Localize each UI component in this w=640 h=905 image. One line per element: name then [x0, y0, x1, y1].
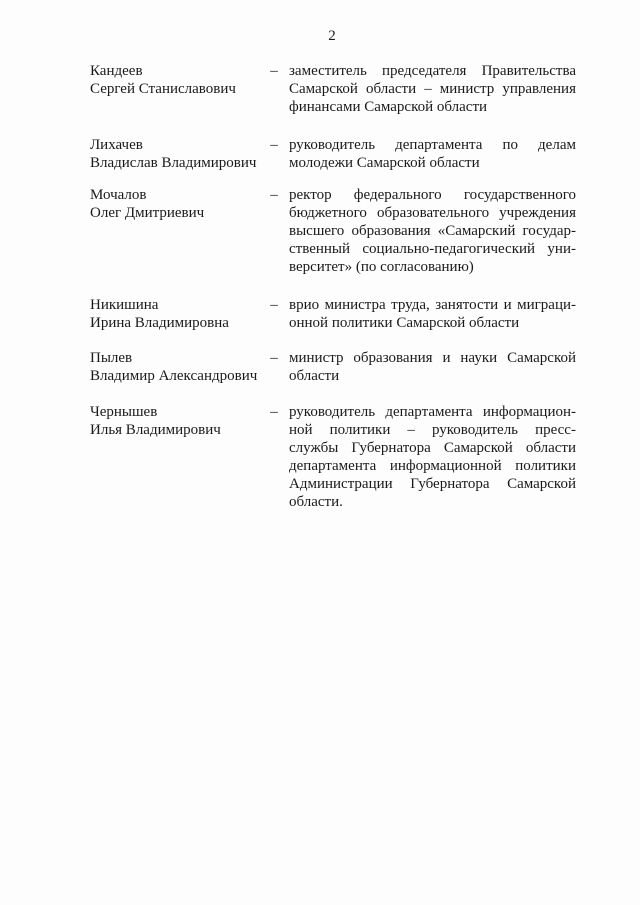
position-line: онной политики Самарской области: [289, 315, 520, 331]
position-line: высшего образования «Самарский государ-: [289, 223, 576, 239]
position-line: области: [289, 368, 340, 384]
position-line: ректор федерального государственного: [289, 187, 576, 203]
position-line: верситет» (по согласованию): [289, 259, 474, 275]
person-surname: Никишина: [90, 297, 159, 313]
person-position: [289, 349, 576, 385]
position-line: службы Губернатора Самарской области: [289, 440, 576, 456]
position-line: руководитель департамента по делам: [289, 137, 576, 153]
person-surname: Кандеев: [90, 63, 143, 79]
person-surname: Чернышев: [90, 404, 158, 420]
separator-dash: –: [270, 137, 278, 153]
person-given-names: Ирина Владимировна: [90, 315, 229, 331]
position-line: ной политики – руководитель пресс-: [289, 422, 576, 438]
position-line: области.: [289, 494, 343, 510]
separator-dash: –: [270, 187, 278, 203]
person-name: [90, 186, 270, 222]
person-position: [289, 62, 576, 116]
person-position: [289, 403, 576, 511]
page-number: 2: [328, 28, 336, 44]
person-given-names: Сергей Станиславович: [90, 81, 236, 97]
position-line: Самарской области – министр управления: [289, 81, 576, 97]
person-surname: Мочалов: [90, 187, 147, 203]
person-given-names: Владислав Владимирович: [90, 155, 257, 171]
person-surname: Пылев: [90, 350, 133, 366]
person-given-names: Илья Владимирович: [90, 422, 221, 438]
position-line: финансами Самарской области: [289, 99, 488, 115]
person-surname: Лихачев: [90, 137, 143, 153]
separator-dash: –: [270, 297, 278, 313]
person-name: [90, 349, 270, 385]
position-line: Администрации Губернатора Самарской: [289, 476, 576, 492]
person-given-names: Олег Дмитриевич: [90, 205, 205, 221]
person-position: [289, 296, 576, 332]
position-line: департамента информационной политики: [289, 458, 576, 474]
position-line: заместитель председателя Правительства: [289, 63, 576, 79]
position-line: министр образования и науки Самарской: [289, 350, 576, 366]
position-line: бюджетного образовательного учреждения: [289, 205, 576, 221]
separator-dash: –: [270, 404, 278, 420]
person-name: [90, 136, 270, 172]
person-given-names: Владимир Александрович: [90, 368, 258, 384]
person-position: [289, 186, 576, 276]
position-line: врио министра труда, занятости и миграци-: [289, 297, 576, 313]
separator-dash: –: [270, 350, 278, 366]
person-name: [90, 296, 270, 332]
position-line: ственный социально-педагогический уни-: [289, 241, 576, 257]
person-name: [90, 62, 270, 98]
position-line: руководитель департамента информацион-: [289, 404, 576, 420]
person-name: [90, 403, 270, 439]
separator-dash: –: [270, 63, 278, 79]
position-line: молодежи Самарской области: [289, 155, 480, 171]
person-position: [289, 136, 576, 172]
